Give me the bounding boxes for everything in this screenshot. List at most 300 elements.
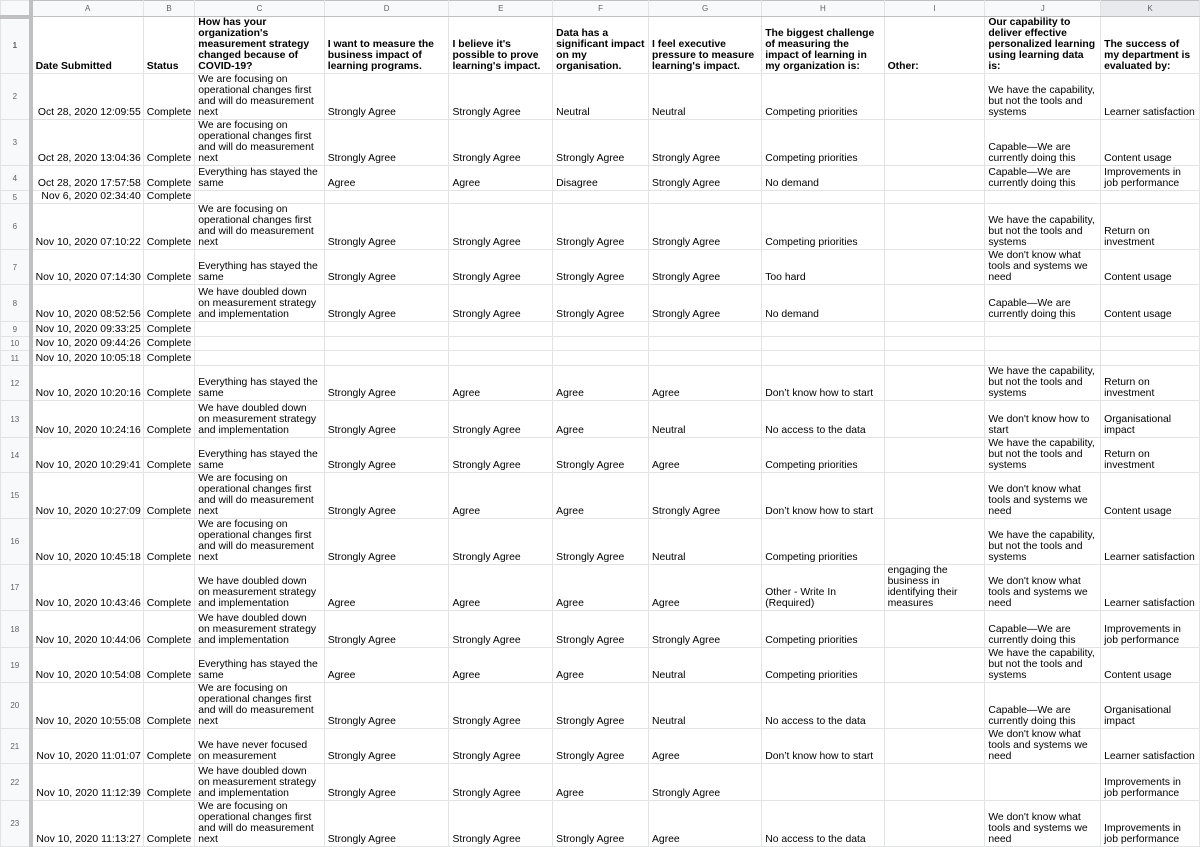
row-header[interactable]: 17 — [1, 565, 31, 611]
cell-prove-impact[interactable]: Strongly Agree — [449, 611, 553, 648]
cell-prove-impact[interactable]: Strongly Agree — [449, 120, 553, 166]
cell-success-evaluated[interactable]: Learner satisfaction — [1101, 519, 1200, 565]
cell-other[interactable] — [884, 120, 985, 166]
header-cell-success-evaluated[interactable]: The success of my department is evaluated by: — [1101, 17, 1200, 74]
cell-capability[interactable]: We have the capability, but not the tools and systems — [985, 438, 1101, 473]
cell-other[interactable]: engaging the business in identifying their measures — [884, 565, 985, 611]
cell-capability[interactable]: Capable—We are currently doing this — [985, 166, 1101, 191]
cell-covid-strategy[interactable] — [195, 191, 324, 204]
cell-measure-business-impact[interactable] — [324, 351, 449, 366]
cell-biggest-challenge[interactable]: Don’t know how to start — [762, 729, 884, 764]
cell-success-evaluated[interactable]: Organisational impact — [1101, 683, 1200, 729]
cell-prove-impact[interactable]: Agree — [449, 473, 553, 519]
row-header[interactable]: 16 — [1, 519, 31, 565]
cell-data-impact[interactable]: Strongly Agree — [553, 611, 649, 648]
cell-measure-business-impact[interactable] — [324, 337, 449, 351]
cell-data-impact[interactable]: Strongly Agree — [553, 519, 649, 565]
cell-capability[interactable]: We don't know what tools and systems we need — [985, 565, 1101, 611]
column-header-a[interactable]: A — [31, 1, 144, 17]
cell-biggest-challenge[interactable] — [762, 322, 884, 337]
table-row — [1, 74, 1200, 120]
row-header[interactable]: 9 — [1, 322, 31, 337]
row-header[interactable]: 13 — [1, 401, 31, 438]
row-header[interactable]: 1 — [1, 17, 31, 74]
cell-data-impact[interactable]: Disagree — [553, 166, 649, 191]
cell-data-impact[interactable]: Agree — [553, 473, 649, 519]
cell-date-submitted[interactable]: Nov 10, 2020 10:45:18 — [31, 519, 144, 565]
cell-capability[interactable]: Capable—We are currently doing this — [985, 285, 1101, 322]
table-row — [1, 250, 1200, 285]
cell-other[interactable] — [884, 801, 985, 847]
cell-other[interactable] — [884, 401, 985, 438]
cell-biggest-challenge[interactable]: Competing priorities — [762, 204, 884, 250]
cell-capability[interactable]: We don't know what tools and systems we need — [985, 473, 1101, 519]
cell-data-impact[interactable]: Strongly Agree — [553, 438, 649, 473]
cell-date-submitted[interactable]: Nov 10, 2020 10:44:06 — [31, 611, 144, 648]
header-cell-status[interactable]: Status — [143, 17, 194, 74]
cell-biggest-challenge[interactable] — [762, 351, 884, 366]
cell-covid-strategy[interactable]: We are focusing on operational changes first and will do measurement next — [195, 204, 324, 250]
cell-measure-business-impact[interactable]: Strongly Agree — [324, 611, 449, 648]
column-header-c[interactable]: C — [195, 1, 324, 17]
cell-date-submitted[interactable]: Oct 28, 2020 17:57:58 — [31, 166, 144, 191]
column-header-k[interactable]: K — [1101, 1, 1200, 17]
cell-other[interactable] — [884, 322, 985, 337]
row-header[interactable]: 23 — [1, 801, 31, 847]
cell-biggest-challenge[interactable]: No demand — [762, 166, 884, 191]
cell-biggest-challenge[interactable]: No access to the data — [762, 401, 884, 438]
cell-covid-strategy[interactable]: We are focusing on operational changes first and will do measurement next — [195, 683, 324, 729]
cell-covid-strategy[interactable]: We have doubled down on measurement strategy and implementation — [195, 764, 324, 801]
row-header[interactable]: 2 — [1, 74, 31, 120]
cell-status[interactable]: Complete — [143, 729, 194, 764]
cell-status[interactable]: Complete — [143, 438, 194, 473]
table-row — [1, 801, 1200, 847]
cell-prove-impact[interactable] — [449, 351, 553, 366]
cell-date-submitted[interactable]: Oct 28, 2020 13:04:36 — [31, 120, 144, 166]
cell-success-evaluated[interactable]: Learner satisfaction — [1101, 565, 1200, 611]
row-header[interactable]: 21 — [1, 729, 31, 764]
cell-date-submitted[interactable]: Nov 10, 2020 10:43:46 — [31, 565, 144, 611]
column-header-g[interactable]: G — [648, 1, 761, 17]
cell-measure-business-impact[interactable]: Agree — [324, 166, 449, 191]
cell-other[interactable] — [884, 250, 985, 285]
row-header[interactable]: 19 — [1, 648, 31, 683]
row-header[interactable]: 11 — [1, 351, 31, 366]
row-header[interactable]: 6 — [1, 204, 31, 250]
cell-covid-strategy[interactable]: We are focusing on operational changes first and will do measurement next — [195, 120, 324, 166]
cell-data-impact[interactable]: Agree — [553, 648, 649, 683]
cell-other[interactable] — [884, 438, 985, 473]
row-header[interactable]: 14 — [1, 438, 31, 473]
cell-executive-pressure[interactable]: Strongly Agree — [648, 764, 761, 801]
cell-data-impact[interactable]: Strongly Agree — [553, 204, 649, 250]
cell-other[interactable] — [884, 166, 985, 191]
cell-capability[interactable] — [985, 351, 1101, 366]
cell-measure-business-impact[interactable]: Strongly Agree — [324, 438, 449, 473]
row-header[interactable]: 7 — [1, 250, 31, 285]
cell-capability[interactable]: We have the capability, but not the tools and systems — [985, 204, 1101, 250]
cell-prove-impact[interactable] — [449, 322, 553, 337]
cell-status[interactable]: Complete — [143, 565, 194, 611]
cell-success-evaluated[interactable]: Return on investment — [1101, 438, 1200, 473]
cell-date-submitted[interactable]: Nov 10, 2020 10:55:08 — [31, 683, 144, 729]
header-cell-biggest-challenge[interactable]: The biggest challenge of measuring the impact of learning in my organization is: — [762, 17, 884, 74]
cell-capability[interactable]: We have the capability, but not the tools and systems — [985, 519, 1101, 565]
table-row — [1, 648, 1200, 683]
column-header-j[interactable]: J — [985, 1, 1101, 17]
cell-success-evaluated[interactable]: Return on investment — [1101, 204, 1200, 250]
row-header[interactable]: 10 — [1, 337, 31, 351]
cell-data-impact[interactable]: Strongly Agree — [553, 683, 649, 729]
cell-measure-business-impact[interactable]: Strongly Agree — [324, 204, 449, 250]
cell-prove-impact[interactable]: Strongly Agree — [449, 519, 553, 565]
cell-biggest-challenge[interactable]: Competing priorities — [762, 438, 884, 473]
cell-success-evaluated[interactable]: Content usage — [1101, 250, 1200, 285]
cell-prove-impact[interactable] — [449, 191, 553, 204]
column-header-f[interactable]: F — [553, 1, 649, 17]
cell-data-impact[interactable] — [553, 322, 649, 337]
cell-prove-impact[interactable]: Strongly Agree — [449, 801, 553, 847]
cell-status[interactable]: Complete — [143, 366, 194, 401]
table-row — [1, 337, 1200, 351]
cell-other[interactable] — [884, 351, 985, 366]
column-header-b[interactable]: B — [143, 1, 194, 17]
cell-biggest-challenge[interactable] — [762, 337, 884, 351]
cell-capability[interactable]: We don't know how to start — [985, 401, 1101, 438]
cell-status[interactable]: Complete — [143, 74, 194, 120]
cell-data-impact[interactable]: Agree — [553, 764, 649, 801]
cell-other[interactable] — [884, 366, 985, 401]
cell-covid-strategy[interactable]: We have doubled down on measurement strategy and implementation — [195, 401, 324, 438]
cell-executive-pressure[interactable]: Strongly Agree — [648, 473, 761, 519]
cell-measure-business-impact[interactable]: Strongly Agree — [324, 683, 449, 729]
cell-status[interactable]: Complete — [143, 519, 194, 565]
cell-measure-business-impact[interactable] — [324, 322, 449, 337]
cell-executive-pressure[interactable]: Agree — [648, 438, 761, 473]
cell-success-evaluated[interactable]: Learner satisfaction — [1101, 729, 1200, 764]
row-header[interactable]: 20 — [1, 683, 31, 729]
row-header[interactable]: 12 — [1, 366, 31, 401]
cell-capability[interactable]: Capable—We are currently doing this — [985, 683, 1101, 729]
cell-executive-pressure[interactable]: Strongly Agree — [648, 204, 761, 250]
header-cell-prove-impact[interactable]: I believe it's possible to prove learning's impact. — [449, 17, 553, 74]
cell-capability[interactable]: We have the capability, but not the tools and systems — [985, 648, 1101, 683]
cell-executive-pressure[interactable]: Strongly Agree — [648, 250, 761, 285]
cell-data-impact[interactable]: Neutral — [553, 74, 649, 120]
cell-success-evaluated[interactable]: Content usage — [1101, 120, 1200, 166]
cell-biggest-challenge[interactable]: Competing priorities — [762, 648, 884, 683]
cell-date-submitted[interactable]: Nov 10, 2020 10:27:09 — [31, 473, 144, 519]
cell-other[interactable] — [884, 337, 985, 351]
cell-data-impact[interactable]: Strongly Agree — [553, 801, 649, 847]
cell-status[interactable]: Complete — [143, 250, 194, 285]
column-header-i[interactable]: I — [884, 1, 985, 17]
column-header-h[interactable]: H — [762, 1, 884, 17]
cell-prove-impact[interactable]: Strongly Agree — [449, 764, 553, 801]
header-cell-date-submitted[interactable]: Date Submitted — [31, 17, 144, 74]
cell-other[interactable] — [884, 648, 985, 683]
cell-data-impact[interactable]: Agree — [553, 366, 649, 401]
cell-covid-strategy[interactable]: Everything has stayed the same — [195, 366, 324, 401]
cell-covid-strategy[interactable]: Everything has stayed the same — [195, 250, 324, 285]
cell-capability[interactable] — [985, 337, 1101, 351]
cell-date-submitted[interactable]: Nov 6, 2020 02:34:40 — [31, 191, 144, 204]
cell-executive-pressure[interactable]: Agree — [648, 366, 761, 401]
cell-capability[interactable] — [985, 764, 1101, 801]
cell-executive-pressure[interactable] — [648, 322, 761, 337]
cell-other[interactable] — [884, 204, 985, 250]
cell-capability[interactable]: We have the capability, but not the tools and systems — [985, 366, 1101, 401]
cell-covid-strategy[interactable]: Everything has stayed the same — [195, 648, 324, 683]
cell-status[interactable]: Complete — [143, 204, 194, 250]
cell-data-impact[interactable] — [553, 351, 649, 366]
cell-biggest-challenge[interactable]: Competing priorities — [762, 120, 884, 166]
cell-covid-strategy[interactable]: We are focusing on operational changes first and will do measurement next — [195, 519, 324, 565]
cell-success-evaluated[interactable] — [1101, 322, 1200, 337]
cell-data-impact[interactable]: Strongly Agree — [553, 729, 649, 764]
cell-prove-impact[interactable]: Strongly Agree — [449, 204, 553, 250]
cell-capability[interactable]: Capable—We are currently doing this — [985, 611, 1101, 648]
cell-date-submitted[interactable]: Nov 10, 2020 07:14:30 — [31, 250, 144, 285]
cell-biggest-challenge[interactable]: No access to the data — [762, 683, 884, 729]
cell-other[interactable] — [884, 519, 985, 565]
cell-executive-pressure[interactable] — [648, 337, 761, 351]
cell-measure-business-impact[interactable]: Strongly Agree — [324, 473, 449, 519]
cell-status[interactable]: Complete — [143, 322, 194, 337]
row-header[interactable]: 3 — [1, 120, 31, 166]
cell-success-evaluated[interactable]: Learner satisfaction — [1101, 74, 1200, 120]
cell-success-evaluated[interactable] — [1101, 337, 1200, 351]
cell-biggest-challenge[interactable]: Other - Write In (Required) — [762, 565, 884, 611]
cell-measure-business-impact[interactable]: Strongly Agree — [324, 366, 449, 401]
cell-other[interactable] — [884, 285, 985, 322]
cell-prove-impact[interactable]: Agree — [449, 648, 553, 683]
cell-success-evaluated[interactable]: Content usage — [1101, 473, 1200, 519]
cell-status[interactable]: Complete — [143, 611, 194, 648]
row-header[interactable]: 18 — [1, 611, 31, 648]
cell-date-submitted[interactable]: Nov 10, 2020 10:54:08 — [31, 648, 144, 683]
cell-data-impact[interactable]: Strongly Agree — [553, 285, 649, 322]
cell-biggest-challenge[interactable]: No demand — [762, 285, 884, 322]
cell-biggest-challenge[interactable]: Too hard — [762, 250, 884, 285]
cell-success-evaluated[interactable]: Improvements in job performance — [1101, 764, 1200, 801]
cell-status[interactable]: Complete — [143, 683, 194, 729]
cell-executive-pressure[interactable]: Neutral — [648, 648, 761, 683]
cell-status[interactable]: Complete — [143, 648, 194, 683]
table-row — [1, 683, 1200, 729]
cell-other[interactable] — [884, 611, 985, 648]
row-header[interactable]: 5 — [1, 191, 31, 204]
cell-date-submitted[interactable]: Nov 10, 2020 11:13:27 — [31, 801, 144, 847]
cell-status[interactable]: Complete — [143, 801, 194, 847]
cell-biggest-challenge[interactable]: Don’t know how to start — [762, 473, 884, 519]
cell-prove-impact[interactable]: Strongly Agree — [449, 250, 553, 285]
cell-capability[interactable]: We don't know what tools and systems we need — [985, 801, 1101, 847]
cell-data-impact[interactable]: Strongly Agree — [553, 120, 649, 166]
cell-measure-business-impact[interactable]: Strongly Agree — [324, 285, 449, 322]
cell-date-submitted[interactable]: Nov 10, 2020 10:24:16 — [31, 401, 144, 438]
cell-covid-strategy[interactable]: We are focusing on operational changes first and will do measurement next — [195, 74, 324, 120]
table-row — [1, 565, 1200, 611]
cell-executive-pressure[interactable]: Strongly Agree — [648, 285, 761, 322]
cell-status[interactable]: Complete — [143, 166, 194, 191]
table-row — [1, 764, 1200, 801]
cell-success-evaluated[interactable]: Improvements in job performance — [1101, 166, 1200, 191]
cell-success-evaluated[interactable] — [1101, 191, 1200, 204]
cell-executive-pressure[interactable]: Agree — [648, 801, 761, 847]
header-cell-data-impact[interactable]: Data has a significant impact on my organisation. — [553, 17, 649, 74]
cell-capability[interactable] — [985, 322, 1101, 337]
cell-other[interactable] — [884, 473, 985, 519]
cell-capability[interactable]: Capable—We are currently doing this — [985, 120, 1101, 166]
table-row — [1, 438, 1200, 473]
row-header[interactable]: 4 — [1, 166, 31, 191]
cell-capability[interactable]: We have the capability, but not the tools and systems — [985, 74, 1101, 120]
column-header-row — [1, 1, 1200, 17]
cell-data-impact[interactable]: Agree — [553, 401, 649, 438]
cell-measure-business-impact[interactable]: Strongly Agree — [324, 729, 449, 764]
cell-success-evaluated[interactable]: Improvements in job performance — [1101, 611, 1200, 648]
cell-success-evaluated[interactable]: Content usage — [1101, 648, 1200, 683]
cell-covid-strategy[interactable]: Everything has stayed the same — [195, 438, 324, 473]
cell-capability[interactable]: We don't know what tools and systems we need — [985, 250, 1101, 285]
header-cell-other[interactable]: Other: — [884, 17, 985, 74]
cell-measure-business-impact[interactable]: Strongly Agree — [324, 120, 449, 166]
cell-measure-business-impact[interactable]: Strongly Agree — [324, 401, 449, 438]
cell-covid-strategy[interactable] — [195, 337, 324, 351]
cell-executive-pressure[interactable]: Neutral — [648, 74, 761, 120]
column-header-e[interactable]: E — [449, 1, 553, 17]
cell-data-impact[interactable] — [553, 191, 649, 204]
row-header[interactable]: 22 — [1, 764, 31, 801]
cell-measure-business-impact[interactable]: Strongly Agree — [324, 764, 449, 801]
cell-measure-business-impact[interactable]: Strongly Agree — [324, 801, 449, 847]
cell-other[interactable] — [884, 729, 985, 764]
cell-status[interactable]: Complete — [143, 191, 194, 204]
cell-date-submitted[interactable]: Nov 10, 2020 08:52:56 — [31, 285, 144, 322]
cell-status[interactable]: Complete — [143, 351, 194, 366]
cell-other[interactable] — [884, 191, 985, 204]
cell-date-submitted[interactable]: Oct 28, 2020 12:09:55 — [31, 74, 144, 120]
cell-success-evaluated[interactable]: Content usage — [1101, 285, 1200, 322]
table-row — [1, 322, 1200, 337]
cell-data-impact[interactable] — [553, 337, 649, 351]
cell-biggest-challenge[interactable]: Don’t know how to start — [762, 366, 884, 401]
cell-capability[interactable] — [985, 191, 1101, 204]
cell-data-impact[interactable]: Strongly Agree — [553, 250, 649, 285]
cell-covid-strategy[interactable]: We are focusing on operational changes first and will do measurement next — [195, 801, 324, 847]
cell-executive-pressure[interactable]: Strongly Agree — [648, 120, 761, 166]
cell-measure-business-impact[interactable]: Strongly Agree — [324, 250, 449, 285]
cell-executive-pressure[interactable]: Neutral — [648, 683, 761, 729]
table-row — [1, 611, 1200, 648]
cell-success-evaluated[interactable] — [1101, 351, 1200, 366]
cell-prove-impact[interactable]: Strongly Agree — [449, 401, 553, 438]
cell-biggest-challenge[interactable]: Competing priorities — [762, 611, 884, 648]
cell-date-submitted[interactable]: Nov 10, 2020 07:10:22 — [31, 204, 144, 250]
cell-prove-impact[interactable]: Agree — [449, 366, 553, 401]
cell-other[interactable] — [884, 764, 985, 801]
cell-covid-strategy[interactable]: We are focusing on operational changes first and will do measurement next — [195, 473, 324, 519]
cell-covid-strategy[interactable]: We have doubled down on measurement strategy and implementation — [195, 611, 324, 648]
select-all-corner[interactable] — [1, 1, 31, 17]
cell-status[interactable]: Complete — [143, 120, 194, 166]
cell-date-submitted[interactable]: Nov 10, 2020 10:29:41 — [31, 438, 144, 473]
header-cell-covid-strategy[interactable]: How has your organization's measurement strategy changed because of COVID-19? — [195, 17, 324, 74]
cell-measure-business-impact[interactable] — [324, 191, 449, 204]
cell-executive-pressure[interactable]: Strongly Agree — [648, 166, 761, 191]
cell-status[interactable]: Complete — [143, 764, 194, 801]
cell-other[interactable] — [884, 74, 985, 120]
cell-executive-pressure[interactable]: Strongly Agree — [648, 611, 761, 648]
cell-prove-impact[interactable]: Agree — [449, 166, 553, 191]
cell-date-submitted[interactable]: Nov 10, 2020 09:44:26 — [31, 337, 144, 351]
cell-executive-pressure[interactable]: Neutral — [648, 519, 761, 565]
cell-date-submitted[interactable]: Nov 10, 2020 11:12:39 — [31, 764, 144, 801]
cell-biggest-challenge[interactable] — [762, 764, 884, 801]
cell-covid-strategy[interactable]: We have doubled down on measurement strategy and implementation — [195, 565, 324, 611]
header-cell-capability[interactable]: Our capability to deliver effective personalized learning using learning data is: — [985, 17, 1101, 74]
cell-other[interactable] — [884, 683, 985, 729]
cell-measure-business-impact[interactable]: Strongly Agree — [324, 519, 449, 565]
row-header[interactable]: 8 — [1, 285, 31, 322]
cell-capability[interactable]: We don't know what tools and systems we need — [985, 729, 1101, 764]
cell-measure-business-impact[interactable]: Agree — [324, 565, 449, 611]
cell-date-submitted[interactable]: Nov 10, 2020 11:01:07 — [31, 729, 144, 764]
cell-prove-impact[interactable]: Strongly Agree — [449, 285, 553, 322]
row-header[interactable]: 15 — [1, 473, 31, 519]
cell-data-impact[interactable]: Agree — [553, 565, 649, 611]
cell-biggest-challenge[interactable]: No access to the data — [762, 801, 884, 847]
cell-prove-impact[interactable]: Agree — [449, 565, 553, 611]
cell-date-submitted[interactable]: Nov 10, 2020 09:33:25 — [31, 322, 144, 337]
header-cell-measure-business-impact[interactable]: I want to measure the business impact of learning programs. — [324, 17, 449, 74]
cell-covid-strategy[interactable]: We have doubled down on measurement strategy and implementation — [195, 285, 324, 322]
cell-covid-strategy[interactable] — [195, 322, 324, 337]
cell-executive-pressure[interactable] — [648, 351, 761, 366]
cell-success-evaluated[interactable]: Return on investment — [1101, 366, 1200, 401]
cell-biggest-challenge[interactable]: Competing priorities — [762, 74, 884, 120]
cell-prove-impact[interactable] — [449, 337, 553, 351]
cell-status[interactable]: Complete — [143, 401, 194, 438]
cell-date-submitted[interactable]: Nov 10, 2020 10:20:16 — [31, 366, 144, 401]
cell-covid-strategy[interactable] — [195, 351, 324, 366]
cell-executive-pressure[interactable]: Agree — [648, 729, 761, 764]
cell-prove-impact[interactable]: Strongly Agree — [449, 729, 553, 764]
column-header-d[interactable]: D — [324, 1, 449, 17]
cell-executive-pressure[interactable]: Neutral — [648, 401, 761, 438]
cell-status[interactable]: Complete — [143, 337, 194, 351]
cell-status[interactable]: Complete — [143, 473, 194, 519]
header-cell-executive-pressure[interactable]: I feel executive pressure to measure learning's impact. — [648, 17, 761, 74]
cell-covid-strategy[interactable]: Everything has stayed the same — [195, 166, 324, 191]
cell-date-submitted[interactable]: Nov 10, 2020 10:05:18 — [31, 351, 144, 366]
cell-measure-business-impact[interactable]: Strongly Agree — [324, 74, 449, 120]
cell-success-evaluated[interactable]: Improvements in job performance — [1101, 801, 1200, 847]
cell-covid-strategy[interactable]: We have never focused on measurement — [195, 729, 324, 764]
cell-prove-impact[interactable]: Strongly Agree — [449, 683, 553, 729]
cell-measure-business-impact[interactable]: Agree — [324, 648, 449, 683]
cell-biggest-challenge[interactable] — [762, 191, 884, 204]
cell-success-evaluated[interactable]: Organisational impact — [1101, 401, 1200, 438]
cell-executive-pressure[interactable] — [648, 191, 761, 204]
cell-executive-pressure[interactable]: Agree — [648, 565, 761, 611]
cell-status[interactable]: Complete — [143, 285, 194, 322]
cell-prove-impact[interactable]: Strongly Agree — [449, 438, 553, 473]
cell-prove-impact[interactable]: Strongly Agree — [449, 74, 553, 120]
cell-biggest-challenge[interactable]: Competing priorities — [762, 519, 884, 565]
